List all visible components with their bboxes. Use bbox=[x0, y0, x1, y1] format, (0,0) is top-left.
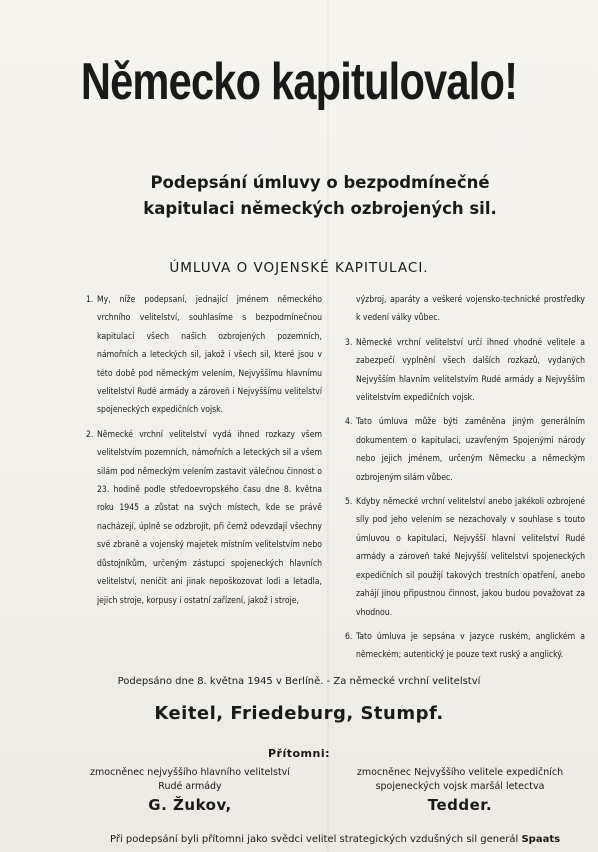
clause-text: výzbroj, aparáty a veškeré vojensko-technické prostředky k vedení války vůbec. bbox=[356, 295, 585, 324]
witness-title-line-2: Rudé armády bbox=[158, 781, 222, 792]
signed-line: Podepsáno dne 8. května 1945 v Berlíně. - Za německé vrchní velitelství bbox=[117, 676, 481, 687]
clause-number: 4. bbox=[345, 417, 353, 428]
clause-1 bbox=[86, 291, 322, 420]
subtitle-line-1: Podepsání úmluvy o bezpodmínečné bbox=[150, 173, 490, 192]
subtitle bbox=[120, 170, 520, 222]
footer-text: Při podepsání byli přítomni jako svědci velitel strategických vzdušných sil generál bbox=[110, 834, 519, 845]
clauses-left-column bbox=[86, 291, 322, 616]
subtitle-line-2: kapitulaci německých ozbrojených sil. bbox=[143, 199, 497, 218]
witness-title-line-1: zmocněnec nejvyššího hlavního velitelství bbox=[90, 767, 290, 778]
clause-text: My, níže podepsaní, jednající jménem německého vrchního velitelství, souhlasíme s bezpodmínečnou kapitulací všech našich ozbrojených pozemních, námořních a leteckých sil, jakož i všech sil, které jsou v této době pod německým velením, Nejvyššímu hlavnímu velitelství Rudé armády a zároveň i Nejvyššímu velitelství spojeneckých expedičních vojsk. bbox=[97, 295, 322, 416]
witness-left bbox=[90, 766, 290, 812]
witness-title-line-1: zmocněnec Nejvyššího velitele expedičních bbox=[356, 767, 564, 778]
clause-number: 6. bbox=[345, 631, 353, 642]
clause-2 bbox=[86, 426, 322, 610]
clause-3 bbox=[345, 334, 585, 408]
present-label: Přítomni: bbox=[267, 747, 331, 760]
clause-text: Německé vrchní velitelství určí ihned vhodné velitele a zabezpečí vyplnění všech dalších rozkazů, vydaných Nejvyšším hlavním velitelstvím Rudé armády a Nejvyšším velitelstvím expedičních vojsk. bbox=[356, 337, 585, 404]
clause-number: 3. bbox=[345, 337, 353, 348]
witness-right bbox=[340, 766, 580, 812]
clause-2-continued bbox=[345, 291, 585, 328]
clause-number: 1. bbox=[86, 295, 94, 305]
clause-text: Kdyby německé vrchní velitelství anebo jakékoli ozbrojené síly pod jeho velením se nezachovaly v souhlase s touto úmluvou o kapitulaci, Nejvyšší hlavní velitelství Rudé armády a zároveň také Nejvyšší velitelství spojeneckých expedičních sil použijí takových trestních opatření, anebo zahájí jinou připustnou činnost, jakou budou považovat za vhodnou. bbox=[356, 497, 585, 618]
footer-line bbox=[110, 834, 590, 845]
clause-6 bbox=[345, 628, 585, 665]
witness-name: G. Žukov, bbox=[148, 796, 232, 814]
paper-fold bbox=[327, 0, 329, 852]
clause-text: Tato úmluva je sepsána v jazyce ruském, anglickém a německém; autentický je pouze text ruský a anglický. bbox=[356, 631, 585, 661]
witness-name: Tedder. bbox=[427, 796, 493, 814]
clauses-right-column bbox=[345, 291, 585, 671]
witness-title-line-2: spojeneckých vojsk maršál letectva bbox=[375, 781, 545, 792]
headline: Německo kapitulovalo! bbox=[80, 53, 518, 111]
clause-text: Německé vrchní velitelství vydá ihned rozkazy všem velitelstvím pozemních, námořních a leteckých sil a všem silám pod německým velením zastavit válečnou činnost o 23. hodině podle středoevropského času dne 8. května roku 1945 a zůstat na svých místech, kde se právě nacházejí, úplně se odzbrojit, při čemž odevzdají všechny své zbraně a vojenský majetek místním velitelstvím nebo důstojníkům, určeným zástupci spojeneckých hlavních velitelství, neničit ani jinak nepoškozovat lodi a letadla, jejich stroje, korpusy i ostatní zařízení, jakož i stroje, bbox=[97, 429, 322, 606]
signers: Keitel, Friedeburg, Stumpf. bbox=[154, 703, 444, 724]
section-heading: ÚMLUVA O VOJENSKÉ KAPITULACI. bbox=[169, 260, 429, 276]
footer-name: Spaats bbox=[521, 834, 561, 845]
clause-text: Tato úmluva může býti zaměněna jiným generálním dokumentem o kapitulaci, uzavřeným Spojenými národy nebo jejich jménem, určeným Německu a německým ozbrojeným silám vůbec. bbox=[356, 417, 585, 483]
clause-4 bbox=[345, 413, 585, 487]
clause-5 bbox=[345, 493, 585, 622]
clause-number: 5. bbox=[345, 497, 353, 508]
clause-number: 2. bbox=[86, 429, 94, 440]
